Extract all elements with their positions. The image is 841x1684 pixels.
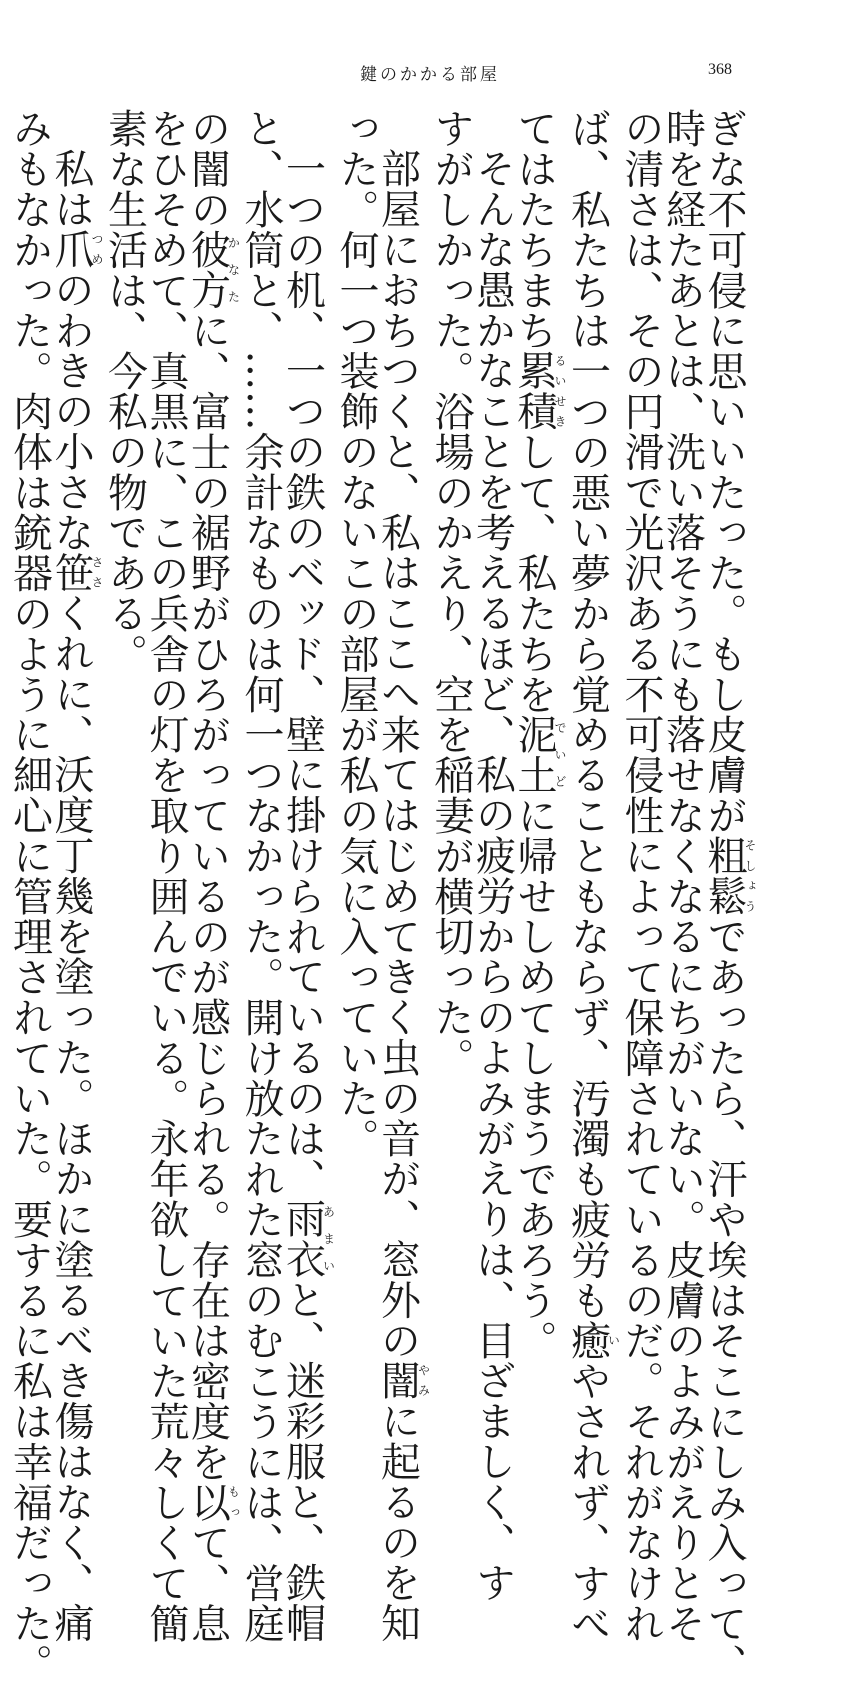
ruby-reading: つめ [90,228,104,270]
ruby-reading: ささ [90,552,104,593]
ruby-base: 爪 [48,228,94,270]
text-line [184,108,241,1644]
text-line [6,108,53,1684]
text-segment: った。何一つ装飾のないこの部屋が私の気に入っていた。 [333,108,379,1159]
ruby-base: 以 [184,1481,231,1523]
text-segment: みもなかった。肉体は銃器のように細心に管理されていた。要するに私は幸福だった。 [6,108,53,1684]
ruby-annotation [511,350,567,432]
text-segment: て、息 [184,1522,231,1644]
text-segment: と、水筒と、……余計なものは何一つなかった。開け放たれた窓のむこうには、営庭 [238,108,284,1644]
ruby-base: 泥土 [511,714,557,795]
ruby-annotation [184,1481,241,1523]
ruby-annotation [564,1320,621,1361]
text-line [279,108,336,1643]
text-line [701,108,757,1684]
text-segment: して、私たちを [511,431,557,715]
ruby-base: 累積 [511,350,557,432]
ruby-base: 癒 [564,1320,611,1361]
ruby-reading: やみ [416,1360,431,1401]
text-segment: に、富士の裾野がひろがっているのが感じられる。存在は密度を [184,310,231,1482]
text-line [659,108,706,1644]
text-segment: ぎな不可侵に思いいたった。もし皮膚が [701,108,747,836]
text-line [333,108,379,1159]
text-line [564,108,621,1644]
text-segment: すがしかった。浴場のかえり、空を稲妻が横切った。 [428,108,474,1078]
ruby-annotation [279,1198,336,1280]
text-line [48,108,104,1643]
text-segment: くれに、沃度丁幾を塗った。ほかに塗るべき傷はなく、痛 [48,592,94,1643]
text-segment: 部屋におちつくと、私はここへ来てはじめてきく虫の音が、窓外の [374,148,421,1360]
ruby-reading: でいど [553,714,567,795]
text-line [430,108,472,1148]
vertical-text-body [6,108,757,1684]
text-line [238,108,284,1644]
text-segment: に帰せしめてしまうであろう。 [511,794,557,1361]
ruby-annotation [701,835,757,917]
text-segment: であったら、汗や埃はそこにしみ入って、 [701,916,747,1684]
ruby-reading: もっ [226,1481,241,1523]
ruby-base: 雨衣 [279,1198,326,1280]
ruby-annotation [374,1360,431,1401]
ruby-reading: あまい [321,1198,336,1280]
ruby-annotation [184,229,241,311]
text-segment: てはたちまち [511,108,557,351]
text-line [101,108,148,1148]
text-segment: やされず、すべ [564,1360,611,1644]
text-segment: 時を経たあとは、洗い落そうにも落せなくなるにちがいない。皮膚のよみがえりとそ [659,108,706,1644]
text-line [374,108,431,1643]
ruby-annotation [48,552,104,593]
text-segment: そんな愚かなことを考えるほど、私の疲労からのよみがえりは、目ざましく、す [469,148,516,1603]
ruby-base: 彼方 [184,229,231,311]
text-segment: に起るのを知 [374,1400,421,1643]
text-line [469,108,516,1603]
text-line [511,108,567,1361]
text-segment: と、迷彩服と、鉄帽 [279,1279,326,1643]
ruby-reading: かなた [226,229,241,311]
ruby-reading: るいせき [553,350,567,432]
text-segment: の清さは、その円滑で光沢ある不可侵性によって保障されているのだ。それがなけれ [618,108,664,1644]
ruby-annotation [48,228,104,270]
text-segment: をひそめて、真黒に、この兵舎の灯を取り囲んでいる。永年欲していた荒々しくて簡 [143,108,189,1644]
text-segment: のわきの小さな [48,269,94,553]
text-line [143,108,189,1644]
text-segment: 一つの机、一つの鉄のベッド、壁に掛けられているのは、 [279,148,326,1199]
text-line [618,108,664,1644]
ruby-reading: い [606,1320,621,1361]
ruby-base: 闇 [374,1360,421,1401]
text-segment: 私は [48,148,94,229]
ruby-base: 粗鬆 [701,835,747,917]
text-segment: ば、私たちは一つの悪い夢から覚めることもならず、汚濁も疲労も [564,108,611,1320]
ruby-reading: そしょう [743,835,757,916]
ruby-annotation [511,714,567,795]
text-segment: の闇の [184,108,231,230]
ruby-base: 笹 [48,552,94,593]
page-number: 368 [708,61,732,78]
running-header-title: 鍵のかかる部屋 [360,65,500,85]
text-segment: 素な生活は、今私の物である。 [101,108,148,674]
